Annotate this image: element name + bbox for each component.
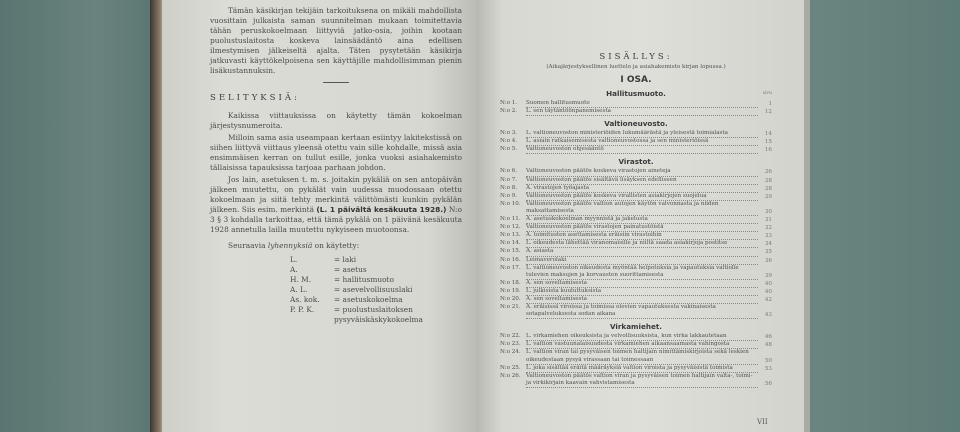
toc-entry-page: 33 [764, 233, 772, 240]
toc-entry [500, 265, 772, 280]
toc-entry-title: Valtioneuvoston päätös virastojen painatustöistä [526, 224, 758, 232]
toc-entry [500, 138, 772, 146]
toc-entry-number: N:o 11. [500, 216, 521, 223]
toc-entry [500, 333, 772, 341]
toc-entry-title: Valtioneuvoston päätös koskeva virallisten asiakirjojen suojelua [526, 193, 758, 201]
toc-entry-page: 14 [764, 131, 772, 138]
toc-entry-number: N:o 6. [500, 168, 518, 175]
toc-entry [500, 108, 772, 116]
toc-entry-title: A. virastojen työajasta [526, 185, 758, 193]
toc-entry [500, 373, 772, 388]
toc-section-heading [500, 119, 772, 128]
toc-entry-number: N:o 25. [500, 364, 521, 371]
toc-entry [500, 146, 772, 154]
toc-section-title: Valtioneuvosto. [604, 119, 668, 129]
toc-entry-title: L. valtioneuvoston oikeudesta myöntää helpotuksia ja vapautuksia valtiolle tulevien maksujen ja korvausten suorittamisesta [526, 265, 758, 280]
toc-entry-title: Valtioneuvoston päätös koskeva virastojen aineteja [526, 168, 758, 176]
toc-entry-number: N:o 7. [500, 176, 518, 183]
toc-entry-title: L. joka sisältää eräitä määräyksiä valtion viroista ja pysyväisistä toimista [526, 365, 758, 373]
toc-entry-page: 28 [764, 185, 772, 192]
toc-entry [500, 177, 772, 185]
toc-entry-page: 30 [764, 208, 772, 215]
toc-entry-number: N:o 8. [500, 184, 518, 191]
toc-entry-page: 32 [764, 225, 772, 232]
toc-entry-page: 29 [764, 193, 772, 200]
toc-entry-title: L. julkisista kuuluttuksista [526, 288, 758, 296]
toc-entry [500, 201, 772, 216]
toc-entry-page: 34 [764, 241, 772, 248]
toc-entry-number: N:o 18. [500, 279, 521, 286]
left-page-text [210, 6, 462, 325]
abbr-value: = hallitusmuoto [334, 275, 394, 284]
toc-entry-title: Leimaverolaki [526, 257, 758, 265]
toc-entry-page: 1 [768, 101, 772, 107]
explanation-paragraph-1: Kaikissa viittauksissa on käytetty tämän kokoelman järjestysnumeroita. [210, 111, 462, 130]
toc-entry [500, 365, 772, 373]
toc-entry [500, 216, 772, 224]
toc-entry-number: N:o 4. [500, 138, 518, 145]
toc-section-title: Virastot. [618, 157, 654, 167]
toc-section-heading [500, 322, 772, 331]
toc-entry-number: N:o 13. [500, 232, 521, 239]
explanation-paragraph-3 [210, 175, 462, 235]
page-column-label: sivu [762, 91, 772, 96]
toc-entry-number: N:o 23. [500, 341, 521, 348]
toc-entry-number: N:o 9. [500, 192, 518, 199]
abbr-key: A. L. [290, 285, 308, 294]
abbr-value: = asetuskokoelma [334, 295, 403, 304]
abbreviation-item [290, 295, 462, 305]
toc-entry [500, 185, 772, 193]
toc-entry-page: 46 [764, 334, 772, 341]
toc-entry-title: L. valtion vastuunalaisuudesta virkamiehen aikaansaamasta vahingosta [526, 341, 758, 349]
toc-entry [500, 168, 772, 176]
toc-entry-page: 39 [764, 272, 772, 279]
contents-subtitle: (Aikajärjestyksellinen luettelo ja asiahakemisto kirjan lopussa.) [546, 64, 726, 70]
toc-entry-number: N:o 26. [500, 372, 521, 379]
toc-entry-page: 43 [764, 312, 772, 319]
toc-entry-title: Valtioneuvoston päätös valtion viran ja pysyväisen toimen haltijain valta-, toimi- ja virkikirjain kaavain vahvistamisesta [526, 373, 758, 388]
toc-entry-number: N:o 17. [500, 264, 521, 271]
text-italic: lyhennyksiä [267, 241, 313, 250]
toc-entry-number: N:o 14. [500, 240, 521, 247]
abbreviation-item [290, 275, 462, 285]
abbreviations-intro [210, 241, 462, 251]
toc-entry-page: 36 [764, 257, 772, 264]
paragraph-text: Jos lain, asetuksen t. m. s. joitakin pykäliä on sen antopäivän jälkeen muutettu, on pykälät vain uudessa muodossaan otettu kokoelmaan ja siitä tehty merkintä välittömästi kunkin pykälän jälkeen. Siis esim. merkintä [210, 175, 462, 214]
toc-entry-title: Valtioneuvoston ohjesääntö [526, 146, 758, 154]
toc-entry-title: A. sen soveltamisesta [526, 296, 758, 304]
toc-entry-title: A. eräisissä viroissa ja toimissa olevien vapautuksesta vakinaisesta sotapalveluksesta sodan aikana [526, 304, 758, 319]
toc-entry-page: 12 [764, 109, 772, 116]
toc-entry-title: Valtioneuvoston päätös valtion autojen käytön valvonnasta ja niiden maksattamisesta [526, 201, 758, 216]
toc-entry-number: N:o 19. [500, 287, 521, 294]
explanations-heading: SELITYKSIÄ: [210, 93, 300, 103]
intro-paragraph: Tämän käsikirjan tekijäin tarkoituksena on mikäli mahdollista vuosittain julkaista saman suunnitelman mukaan toimitettavia tähän peruskokoelmaan liittyviä jatko-osia, joihin kootaan puolustuslaitosta koskeva lainsäädäntö aina edellisen ilmestymisen jälkeiseltä ajalta. Täten pysytetään käsikirja jatkuvasti käyttökelpoisena sen käyttäjille mahdollisimman pienin lisäkustannuksin. [210, 6, 462, 75]
toc-entry [500, 232, 772, 240]
toc-entry [500, 296, 772, 304]
abbreviation-item [290, 255, 462, 265]
toc-section-heading [500, 89, 772, 98]
contents-title: SISÄLLYS: [599, 52, 673, 62]
toc-entry-number: N:o 10. [500, 200, 521, 207]
abbr-key: A. [290, 265, 298, 274]
toc-entry-title: L. asiain ratkaisemisesta valtioneuvostossa ja sen ministeriöissä [526, 138, 758, 146]
toc-entry [500, 100, 772, 108]
toc-entry-page: 15 [764, 139, 772, 146]
toc-entry-title: L. valtioneuvoston ministeriöiden lukumäärästä ja yleisestä toimialasta [526, 130, 758, 138]
toc-entry-number: N:o 20. [500, 295, 521, 302]
toc-entry-page: 28 [764, 177, 772, 184]
toc-entry [500, 341, 772, 349]
abbr-key: P. P. K. [290, 305, 315, 314]
toc-entry-number: N:o 24. [500, 349, 521, 356]
toc-entry [500, 193, 772, 201]
abbreviations-list [290, 255, 462, 325]
toc-entry-title: L. sen täytäntöönpanemisesta [526, 108, 758, 116]
toc-entry [500, 349, 772, 364]
toc-entry-number: N:o 2. [500, 108, 518, 115]
toc-entry-title: A. asetuskokoelman myynnistä ja jakelusta [526, 216, 758, 224]
toc-entry [500, 248, 772, 256]
paragraph-text: N:o 3 § 3 kohdalla tarkoittaa, että tämä pykälä on 1 päivänä kesäkuuta 1928 annetulla lailla muutettu nykyiseen muotoonsa. [210, 205, 462, 234]
toc-entry [500, 240, 772, 248]
part-heading: I OSA. [620, 75, 652, 85]
toc-entry-title: L. virkamiehen oikeuksista ja velvollisuuksista, kun virka lakkautetaan [526, 333, 758, 341]
toc-entry-page: 50 [764, 357, 772, 364]
toc-entry-page: 42 [764, 296, 772, 303]
toc-entry-page: 16 [764, 147, 772, 154]
toc-entry-page: 48 [764, 342, 772, 349]
toc-entry-number: N:o 3. [500, 130, 518, 137]
abbr-key: H. M. [290, 275, 312, 284]
toc-entry-number: N:o 16. [500, 256, 521, 263]
toc-entry-page: 31 [764, 217, 772, 224]
toc-section-list [500, 168, 772, 319]
abbreviation-item [290, 305, 462, 325]
contents-column [500, 52, 772, 388]
explanation-paragraph-2: Milloin sama asia useampaan kertaan esiintyy lakitekstissä on siihen liittyvä viittaus yleensä otettu vain sille kohdalle, missä asia ensimmäisen kerran on tullut esille, jonka vuoksi asiahakemisto tällaisissa tapauksissa tarjoaa parhaan johdon. [210, 133, 462, 172]
divider-rule [323, 82, 349, 83]
toc-entry [500, 304, 772, 319]
page-number: VII [757, 418, 768, 426]
toc-entry-page: 40 [764, 280, 772, 287]
abbr-value: = asevelvollisuuslaki [334, 285, 413, 294]
page-edge [804, 0, 810, 432]
toc-entry-title: Suomen hallitusmuoto [526, 100, 758, 108]
toc-entry-number: N:o 12. [500, 224, 521, 231]
toc-entry-title: A. toimitusten asettamisesta eräisiin virastoihin [526, 232, 758, 240]
example-notation: (L. 1 päivältä kesäkuuta 1928.) [316, 205, 447, 214]
toc-entry-title: L. valtion viran tai pysyväisen toimen haltijain nimittämiskirjoista sekä leskien oikeudestaan pysyä virassaan tai toimessaan [526, 349, 758, 364]
toc-section-list [500, 333, 772, 388]
toc-entry-title: L. oikeudesta lähettää viranomaisille ja niiltä saada asiakirjoja postitse [526, 240, 758, 248]
toc-entry-number: N:o 22. [500, 333, 521, 340]
toc-entry [500, 288, 772, 296]
toc-section-title: Virkamiehet. [609, 322, 663, 332]
toc-entry [500, 280, 772, 288]
toc-entry [500, 224, 772, 232]
toc-entry-page: 56 [764, 380, 772, 387]
toc-entry [500, 257, 772, 265]
toc-entry-title: A. sen soveltamisesta [526, 280, 758, 288]
toc-entry [500, 130, 772, 138]
text: on käytetty: [312, 241, 360, 250]
toc-entry-number: N:o 5. [500, 146, 518, 153]
toc-entry-page: 40 [764, 288, 772, 295]
toc-entry-page: 53 [764, 365, 772, 372]
abbr-key: L. [290, 255, 298, 264]
abbr-value: = laki [334, 255, 357, 264]
abbreviation-item [290, 285, 462, 295]
toc-section-list [500, 100, 772, 116]
toc-entry-page: 35 [764, 249, 772, 256]
text: Seuraavia [228, 241, 268, 250]
toc-section-heading [500, 157, 772, 166]
toc-entry-number: N:o 21. [500, 304, 521, 311]
abbr-value: = asetus [334, 265, 367, 274]
abbreviation-item [290, 265, 462, 275]
toc-section-title: Hallitusmuoto. [606, 89, 666, 98]
toc-entry-number: N:o 15. [500, 248, 521, 255]
abbr-key: As. kok. [290, 295, 320, 304]
toc-entry-number: N:o 1. [500, 100, 518, 106]
toc-section-list [500, 130, 772, 154]
toc-entry-title: A. asiasta [526, 248, 758, 256]
abbr-value: = puolustuslaitoksen pysyväiskäskykokoelma [334, 305, 423, 324]
toc-entry-page: 26 [764, 169, 772, 176]
toc-entry-title: Valtioneuvoston päätös sisältävä lisäyksen edelliseen [526, 177, 758, 185]
